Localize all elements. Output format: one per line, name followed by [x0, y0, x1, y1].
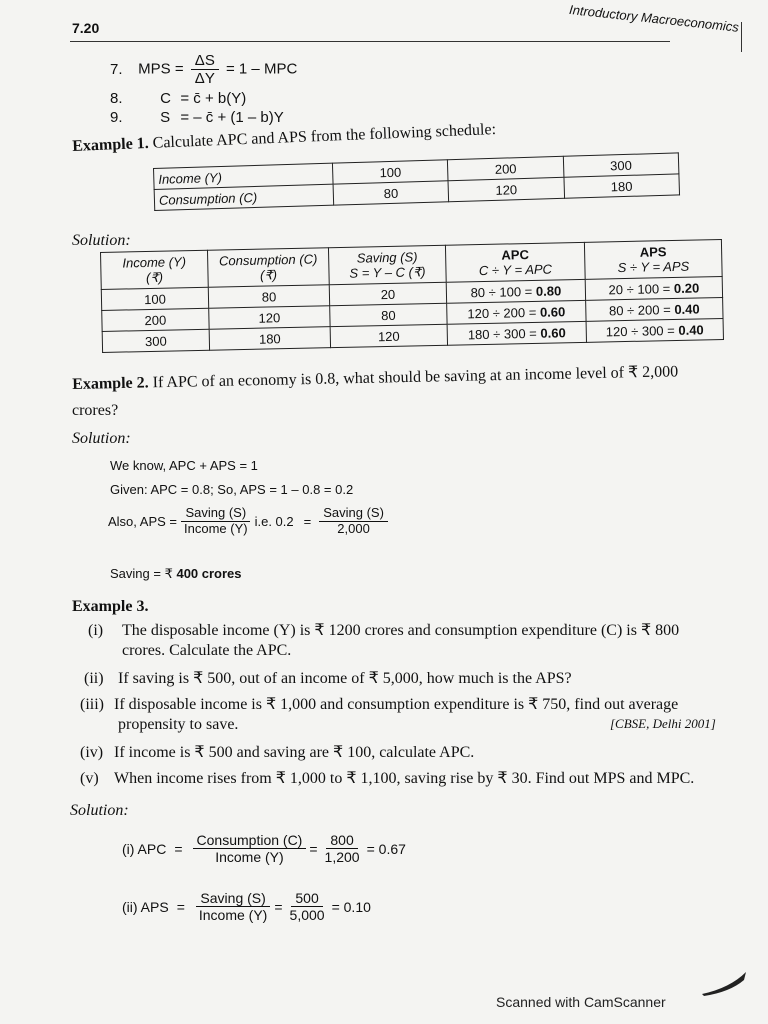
ex3-solution-i: (i) APC = $\frac{\text{Consumption (C)}}{\text{Income (Y)}}$ = $\frac{800}{1,200}$ = 0.67: [122, 832, 406, 866]
example-3-item-4: (iv) If income is ₹ 500 and saving are ₹ 100, calculate APC.: [80, 744, 475, 761]
source-citation: [CBSE, Delhi 2001]: [610, 716, 716, 731]
table-row: 200 120 80 120 ÷ 200 = 0.60 80 ÷ 200 = 0.40: [102, 297, 723, 331]
formula-8: 8. C = c̄ + b(Y): [110, 90, 247, 107]
formula-7: 7. MPS = $\frac{\Delta S}{\Delta Y}$ = 1 – MPC: [110, 52, 298, 88]
example-3-label: Example 3.: [72, 598, 149, 615]
table-header-row: Income (Y) (₹) Consumption (C) (₹) Saving (S) S = Y – C (₹) APC C ÷ Y = APC APS S ÷ Y = APS: [101, 239, 723, 289]
header-rule: [70, 41, 670, 42]
schedule-table: [153, 152, 680, 211]
solution-label-3: Solution:: [70, 802, 129, 819]
table-row: Consumption (C) 80 120 180: [154, 174, 679, 211]
table-row: 100 80 20 80 ÷ 100 = 0.80 20 ÷ 100 = 0.20: [101, 276, 722, 310]
table-row: 300 180 120 180 ÷ 300 = 0.60 120 ÷ 300 = 0.40: [102, 318, 723, 352]
scanner-watermark: Scanned with CamScanner: [496, 994, 666, 1010]
header-corner: [715, 22, 742, 52]
example-3-item-2: (ii) If saving is ₹ 500, out of an income of ₹ 5,000, how much is the APS?: [84, 670, 572, 687]
example-3-item-5: (v) When income rises from ₹ 1,000 to ₹ 1,100, saving rise by ₹ 30. Find out MPS and MPC.: [80, 770, 695, 787]
solution-table: [100, 239, 724, 353]
ex2-result: Saving = ₹ 400 crores: [110, 566, 242, 581]
table-row: Income (Y) 100 200 300: [154, 153, 679, 190]
example-1-text: Example 1. Calculate APC and APS from the following schedule:: [72, 120, 497, 155]
ex2-solution-line2: Given: APC = 0.8; So, APS = 1 – 0.8 = 0.2: [110, 482, 354, 497]
example-3-item-1: (i) The disposable income (Y) is ₹ 1200 crores and consumption expenditure (C) is ₹ 800: [88, 622, 680, 639]
running-title: Introductory Macroeconomics: [568, 2, 740, 35]
page-number: 7.20: [72, 20, 100, 36]
ex2-solution-line1: We know, APC + APS = 1: [110, 458, 258, 473]
ex2-aps-equation: Also, APS = $\frac{\text{Saving (S)}}{\text{Income (Y)}}$ i.e. 0.2 = $\frac{\text{Saving (S)}}{2,000}$: [108, 506, 391, 537]
example-3-item-3: (iii) If disposable income is ₹ 1,000 and consumption expenditure is ₹ 750, find out average: [80, 696, 679, 713]
formula-9: 9. S = – c̄ + (1 – b)Y: [110, 109, 284, 126]
camscanner-logo-icon: [700, 968, 750, 998]
solution-label: Solution:: [72, 232, 131, 249]
ex3-solution-ii: (ii) APS = $\frac{\text{Saving (S)}}{\text{Income (Y)}}$ = $\frac{500}{5,000}$ = 0.10: [122, 890, 371, 924]
solution-label-2: Solution:: [72, 430, 131, 447]
example-2-text-line2: crores?: [72, 402, 119, 419]
example-2-text: Example 2. If APC of an economy is 0.8, what should be saving at an income level of ₹ 2,000: [72, 363, 679, 393]
example-3-item-1-line2: crores. Calculate the APC.: [122, 642, 292, 659]
example-3-item-3-line2: propensity to save.: [118, 716, 239, 733]
